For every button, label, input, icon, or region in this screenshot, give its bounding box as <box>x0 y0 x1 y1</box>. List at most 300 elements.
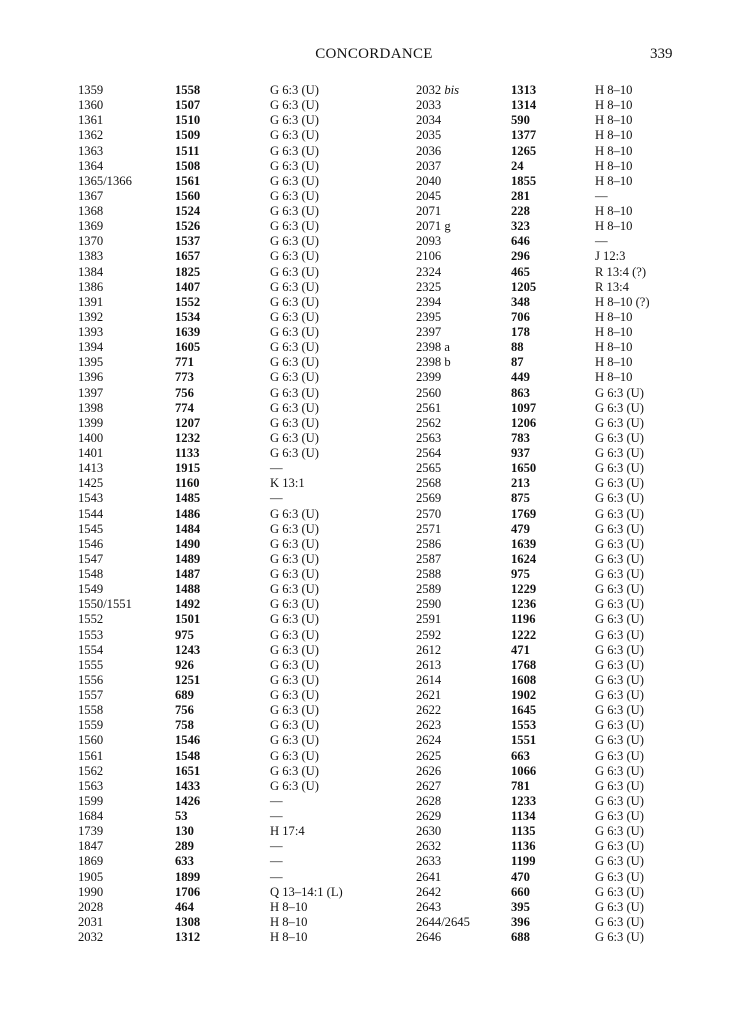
left-reference: H 8–10 <box>270 899 308 914</box>
left-old-number: 1562 <box>78 763 104 778</box>
left-old-number: 1368 <box>78 204 104 218</box>
right-reference: G 6:3 (U) <box>595 400 644 415</box>
right-reference: H 8–10 <box>595 143 633 158</box>
left-new-number: 1511 <box>175 143 200 158</box>
left-new-number: 756 <box>175 385 194 400</box>
left-new-number: 1484 <box>175 521 201 536</box>
right-reference: G 6:3 (U) <box>595 582 644 597</box>
left-new-number: 1492 <box>175 597 201 612</box>
left-old-number: 1553 <box>78 627 104 642</box>
right-reference: G 6:3 (U) <box>595 536 644 551</box>
table-row <box>78 764 665 779</box>
right-old-number: 2633 <box>416 854 442 869</box>
right-new-number: 1265 <box>511 143 537 158</box>
right-reference: H 8–10 <box>595 98 633 113</box>
right-old-number: 2627 <box>416 778 442 793</box>
right-reference: H 8–10 <box>595 173 633 188</box>
right-old-number: 2106 <box>416 249 442 264</box>
left-reference: G 6:3 (U) <box>270 763 319 778</box>
left-old-number: 1386 <box>78 279 104 294</box>
left-reference: G 6:3 (U) <box>270 219 319 234</box>
right-old-number: 2399 <box>416 370 442 385</box>
right-reference: H 8–10 <box>595 113 633 128</box>
left-reference: G 6:3 (U) <box>270 627 319 642</box>
left-old-number: 1869 <box>78 854 104 869</box>
left-old-number: 1391 <box>78 294 104 309</box>
right-reference: G 6:3 (U) <box>595 809 644 823</box>
table-row <box>78 461 665 476</box>
right-new-number: 1553 <box>511 718 537 733</box>
right-reference: G 6:3 (U) <box>595 385 644 400</box>
left-reference: G 6:3 (U) <box>270 294 319 309</box>
left-new-number: 1507 <box>175 98 201 113</box>
left-reference: — <box>270 491 283 506</box>
right-new-number: 1135 <box>511 824 536 839</box>
left-reference: G 6:3 (U) <box>270 718 319 733</box>
right-old-number: 2037 <box>416 158 442 173</box>
concordance-body <box>78 83 665 945</box>
right-old-number: 2036 <box>416 143 442 158</box>
right-new-number: 781 <box>511 778 530 793</box>
left-new-number: 1160 <box>175 476 200 491</box>
table-row <box>78 174 665 189</box>
right-reference: G 6:3 (U) <box>595 854 644 869</box>
table-row <box>78 446 665 461</box>
table-row <box>78 870 665 885</box>
right-new-number: 663 <box>511 748 530 763</box>
table-row <box>78 204 665 219</box>
left-new-number: 1526 <box>175 219 201 234</box>
left-reference: G 6:3 (U) <box>270 657 319 672</box>
right-new-number: 1314 <box>511 98 537 113</box>
left-new-number: 1657 <box>175 249 201 264</box>
left-new-number: 1508 <box>175 158 201 173</box>
right-reference: G 6:3 (U) <box>595 718 644 733</box>
table-row <box>78 809 665 824</box>
left-new-number: 1407 <box>175 279 201 294</box>
right-old-number: 2586 <box>416 536 442 551</box>
left-new-number: 1308 <box>175 914 201 929</box>
left-old-number: 1399 <box>78 415 104 430</box>
right-new-number: 395 <box>511 899 530 914</box>
left-new-number: 1706 <box>175 884 201 899</box>
left-reference: G 6:3 (U) <box>270 733 319 748</box>
left-old-number: 1554 <box>78 642 104 657</box>
left-old-number: 1362 <box>78 128 104 143</box>
left-new-number: 130 <box>175 824 194 839</box>
left-reference: G 6:3 (U) <box>270 446 319 460</box>
right-new-number: 875 <box>511 491 530 506</box>
right-new-number: 396 <box>511 914 530 929</box>
right-new-number: 1769 <box>511 506 537 521</box>
left-reference: G 6:3 (U) <box>270 430 319 445</box>
left-reference: G 6:3 (U) <box>270 188 319 203</box>
left-new-number: 1537 <box>175 234 201 249</box>
right-old-number: 2641 <box>416 869 442 884</box>
right-old-number: 2588 <box>416 567 442 581</box>
table-row <box>78 325 665 340</box>
left-old-number: 1558 <box>78 703 104 718</box>
right-old-number: 2569 <box>416 491 442 506</box>
right-old-number: 2613 <box>416 657 442 672</box>
right-reference: R 13:4 <box>595 279 629 294</box>
table-row <box>78 703 665 718</box>
left-new-number: 1487 <box>175 567 201 581</box>
left-old-number: 1359 <box>78 83 104 97</box>
right-old-number: 2642 <box>416 884 442 899</box>
left-reference: G 6:3 (U) <box>270 688 319 702</box>
right-reference: H 8–10 <box>595 309 633 324</box>
right-reference: — <box>595 234 608 249</box>
left-new-number: 1232 <box>175 430 201 445</box>
left-old-number: 1365/1366 <box>78 173 132 188</box>
right-new-number: 1377 <box>511 128 537 143</box>
left-new-number: 1207 <box>175 415 201 430</box>
right-old-number: 2035 <box>416 128 442 143</box>
left-reference: — <box>270 839 283 854</box>
right-new-number: 863 <box>511 385 530 400</box>
right-new-number: 688 <box>511 930 530 944</box>
left-new-number: 1639 <box>175 325 201 339</box>
table-row <box>78 491 665 506</box>
table-row <box>78 355 665 370</box>
right-new-number: 1205 <box>511 279 537 294</box>
left-reference: G 6:3 (U) <box>270 204 319 218</box>
right-reference: G 6:3 (U) <box>595 612 644 627</box>
right-new-number: 281 <box>511 188 530 203</box>
right-new-number: 783 <box>511 430 530 445</box>
right-old-number: 2564 <box>416 446 442 460</box>
right-new-number: 465 <box>511 264 530 279</box>
right-old-number: 2571 <box>416 521 442 536</box>
left-reference: G 6:3 (U) <box>270 355 319 370</box>
table-row <box>78 552 665 567</box>
right-new-number: 1902 <box>511 688 537 702</box>
left-old-number: 1549 <box>78 582 104 597</box>
left-reference: G 6:3 (U) <box>270 567 319 581</box>
left-new-number: 1312 <box>175 930 201 944</box>
right-old-number: 2644/2645 <box>416 914 470 929</box>
left-old-number: 1361 <box>78 113 104 128</box>
table-row <box>78 310 665 325</box>
left-reference: G 6:3 (U) <box>270 536 319 551</box>
right-new-number: 1134 <box>511 809 536 823</box>
right-reference: G 6:3 (U) <box>595 627 644 642</box>
left-reference: G 6:3 (U) <box>270 506 319 521</box>
table-row <box>78 98 665 113</box>
left-old-number: 1383 <box>78 249 104 264</box>
left-new-number: 1485 <box>175 491 201 506</box>
left-old-number: 1847 <box>78 839 104 854</box>
left-new-number: 1133 <box>175 446 200 460</box>
table-row <box>78 507 665 522</box>
table-row <box>78 688 665 703</box>
left-new-number: 1605 <box>175 340 201 355</box>
left-old-number: 1394 <box>78 340 104 355</box>
left-reference: G 6:3 (U) <box>270 778 319 793</box>
right-new-number: 1199 <box>511 854 536 869</box>
left-old-number: 2028 <box>78 899 104 914</box>
table-row <box>78 189 665 204</box>
right-old-number: 2592 <box>416 627 442 642</box>
left-new-number: 773 <box>175 370 194 385</box>
left-reference: G 6:3 (U) <box>270 703 319 718</box>
right-reference: G 6:3 (U) <box>595 551 644 566</box>
table-row <box>78 144 665 159</box>
right-new-number: 470 <box>511 869 530 884</box>
right-old-number: 2040 <box>416 173 442 188</box>
left-new-number: 758 <box>175 718 194 733</box>
table-row <box>78 779 665 794</box>
left-reference: G 6:3 (U) <box>270 279 319 294</box>
left-reference: — <box>270 854 283 869</box>
left-old-number: 1557 <box>78 688 104 702</box>
table-row <box>78 280 665 295</box>
left-reference: G 6:3 (U) <box>270 400 319 415</box>
right-old-number: 2630 <box>416 824 442 839</box>
right-old-number: 2093 <box>416 234 442 249</box>
left-new-number: 53 <box>175 809 188 823</box>
left-new-number: 289 <box>175 839 194 854</box>
table-row <box>78 885 665 900</box>
table-row <box>78 370 665 385</box>
left-old-number: 1599 <box>78 793 104 808</box>
left-new-number: 1490 <box>175 536 201 551</box>
right-reference: G 6:3 (U) <box>595 567 644 581</box>
left-reference: G 6:3 (U) <box>270 309 319 324</box>
left-reference: G 6:3 (U) <box>270 521 319 536</box>
concordance-table <box>78 83 665 945</box>
left-new-number: 1899 <box>175 869 201 884</box>
right-old-number: 2589 <box>416 582 442 597</box>
left-old-number: 1547 <box>78 551 104 566</box>
right-reference: H 8–10 <box>595 325 633 339</box>
right-new-number: 1768 <box>511 657 537 672</box>
left-old-number: 1555 <box>78 657 104 672</box>
right-new-number: 1624 <box>511 551 537 566</box>
right-new-number: 1206 <box>511 415 537 430</box>
left-reference: — <box>270 793 283 808</box>
left-new-number: 1489 <box>175 551 201 566</box>
left-reference: G 6:3 (U) <box>270 672 319 687</box>
left-old-number: 1552 <box>78 612 104 627</box>
right-reference: G 6:3 (U) <box>595 899 644 914</box>
left-reference: G 6:3 (U) <box>270 234 319 249</box>
table-row <box>78 930 665 945</box>
table-row <box>78 733 665 748</box>
right-old-number: 2395 <box>416 309 442 324</box>
right-old-number: 2034 <box>416 113 442 128</box>
left-old-number: 1543 <box>78 491 104 506</box>
left-new-number: 1548 <box>175 748 201 763</box>
right-old-number: 2628 <box>416 793 442 808</box>
left-old-number: 1905 <box>78 869 104 884</box>
right-new-number: 87 <box>511 355 524 370</box>
left-reference: G 6:3 (U) <box>270 415 319 430</box>
left-reference: — <box>270 809 283 823</box>
right-reference: G 6:3 (U) <box>595 506 644 521</box>
right-reference: G 6:3 (U) <box>595 793 644 808</box>
right-old-number: 2629 <box>416 809 442 823</box>
right-new-number: 296 <box>511 249 530 264</box>
right-new-number: 660 <box>511 884 530 899</box>
table-row <box>78 219 665 234</box>
table-row <box>78 159 665 174</box>
left-old-number: 1367 <box>78 188 104 203</box>
left-old-number: 1370 <box>78 234 104 249</box>
right-new-number: 479 <box>511 521 530 536</box>
right-new-number: 1236 <box>511 597 537 612</box>
table-row <box>78 340 665 355</box>
left-old-number: 1392 <box>78 309 104 324</box>
left-old-number: 1397 <box>78 385 104 400</box>
right-reference: G 6:3 (U) <box>595 461 644 476</box>
left-old-number: 1360 <box>78 98 104 113</box>
page-title: CONCORDANCE <box>315 46 433 62</box>
right-reference: G 6:3 (U) <box>595 703 644 718</box>
left-new-number: 771 <box>175 355 194 370</box>
right-old-number: 2614 <box>416 672 442 687</box>
right-old-number: 2324 <box>416 264 442 279</box>
left-new-number: 1560 <box>175 188 201 203</box>
left-reference: K 13:1 <box>270 476 305 491</box>
right-reference: G 6:3 (U) <box>595 748 644 763</box>
right-reference: H 8–10 <box>595 370 633 385</box>
right-reference: G 6:3 (U) <box>595 430 644 445</box>
table-row <box>78 612 665 627</box>
right-new-number: 1229 <box>511 582 537 597</box>
left-old-number: 1550/1551 <box>78 597 132 612</box>
left-new-number: 1501 <box>175 612 201 627</box>
right-new-number: 449 <box>511 370 530 385</box>
table-row <box>78 824 665 839</box>
right-reference: G 6:3 (U) <box>595 733 644 748</box>
right-new-number: 348 <box>511 294 530 309</box>
right-reference: G 6:3 (U) <box>595 476 644 491</box>
left-reference: G 6:3 (U) <box>270 113 319 128</box>
right-reference: H 8–10 <box>595 158 633 173</box>
left-new-number: 1825 <box>175 264 201 279</box>
left-reference: G 6:3 (U) <box>270 612 319 627</box>
left-old-number: 1563 <box>78 778 104 793</box>
page-number: 339 <box>650 46 673 62</box>
table-row <box>78 113 665 128</box>
left-old-number: 1369 <box>78 219 104 234</box>
right-reference: H 8–10 <box>595 83 633 97</box>
right-reference: G 6:3 (U) <box>595 839 644 854</box>
right-old-number: 2032 bis <box>416 83 460 97</box>
right-old-number: 2591 <box>416 612 442 627</box>
left-old-number: 1413 <box>78 461 104 476</box>
left-new-number: 464 <box>175 899 194 914</box>
left-new-number: 1433 <box>175 778 201 793</box>
right-old-number: 2612 <box>416 642 442 657</box>
table-row <box>78 431 665 446</box>
right-old-number: 2587 <box>416 551 442 566</box>
table-row <box>78 416 665 431</box>
right-reference: H 8–10 <box>595 219 633 234</box>
left-old-number: 1561 <box>78 748 104 763</box>
left-new-number: 1552 <box>175 294 201 309</box>
right-old-number: 2033 <box>416 98 442 113</box>
left-old-number: 1739 <box>78 824 104 839</box>
table-row <box>78 128 665 143</box>
table-row <box>78 915 665 930</box>
left-reference: Q 13–14:1 (L) <box>270 884 343 899</box>
left-new-number: 1651 <box>175 763 201 778</box>
right-reference: G 6:3 (U) <box>595 688 644 702</box>
left-reference: G 6:3 (U) <box>270 249 319 264</box>
right-reference: — <box>595 188 608 203</box>
right-reference: G 6:3 (U) <box>595 642 644 657</box>
right-new-number: 1650 <box>511 461 537 476</box>
right-new-number: 975 <box>511 567 530 581</box>
right-new-number: 1136 <box>511 839 536 854</box>
right-new-number: 24 <box>511 158 524 173</box>
left-new-number: 1558 <box>175 83 201 97</box>
left-new-number: 1915 <box>175 461 201 476</box>
table-row <box>78 658 665 673</box>
right-reference: G 6:3 (U) <box>595 884 644 899</box>
right-new-number: 323 <box>511 219 530 234</box>
left-new-number: 756 <box>175 703 194 718</box>
right-old-number: 2623 <box>416 718 442 733</box>
left-reference: G 6:3 (U) <box>270 748 319 763</box>
right-reference: G 6:3 (U) <box>595 446 644 460</box>
table-row <box>78 718 665 733</box>
right-new-number: 1233 <box>511 793 537 808</box>
left-new-number: 1426 <box>175 793 201 808</box>
right-old-number: 2071 <box>416 204 442 218</box>
left-old-number: 1548 <box>78 567 104 581</box>
table-row <box>78 537 665 552</box>
table-row <box>78 522 665 537</box>
right-new-number: 178 <box>511 325 530 339</box>
right-new-number: 471 <box>511 642 530 657</box>
left-new-number: 689 <box>175 688 194 702</box>
right-old-number: 2643 <box>416 899 442 914</box>
right-new-number: 1855 <box>511 173 537 188</box>
right-reference: J 12:3 <box>595 249 626 264</box>
left-old-number: 1545 <box>78 521 104 536</box>
left-reference: G 6:3 (U) <box>270 340 319 355</box>
left-new-number: 926 <box>175 657 194 672</box>
left-reference: H 17:4 <box>270 824 305 839</box>
right-old-number: 2561 <box>416 400 442 415</box>
left-reference: G 6:3 (U) <box>270 173 319 188</box>
table-row <box>78 900 665 915</box>
left-new-number: 1243 <box>175 642 201 657</box>
left-old-number: 2032 <box>78 930 104 944</box>
right-new-number: 88 <box>511 340 524 355</box>
right-new-number: 1097 <box>511 400 537 415</box>
right-reference: G 6:3 (U) <box>595 657 644 672</box>
left-reference: G 6:3 (U) <box>270 83 319 97</box>
table-row <box>78 673 665 688</box>
right-new-number: 1066 <box>511 763 537 778</box>
right-new-number: 1639 <box>511 536 537 551</box>
table-row <box>78 386 665 401</box>
left-old-number: 1544 <box>78 506 104 521</box>
left-new-number: 1251 <box>175 672 201 687</box>
table-row <box>78 83 665 98</box>
right-reference: G 6:3 (U) <box>595 597 644 612</box>
right-reference: H 8–10 <box>595 204 633 218</box>
right-old-number: 2590 <box>416 597 442 612</box>
table-row <box>78 839 665 854</box>
right-reference: G 6:3 (U) <box>595 869 644 884</box>
table-row <box>78 643 665 658</box>
